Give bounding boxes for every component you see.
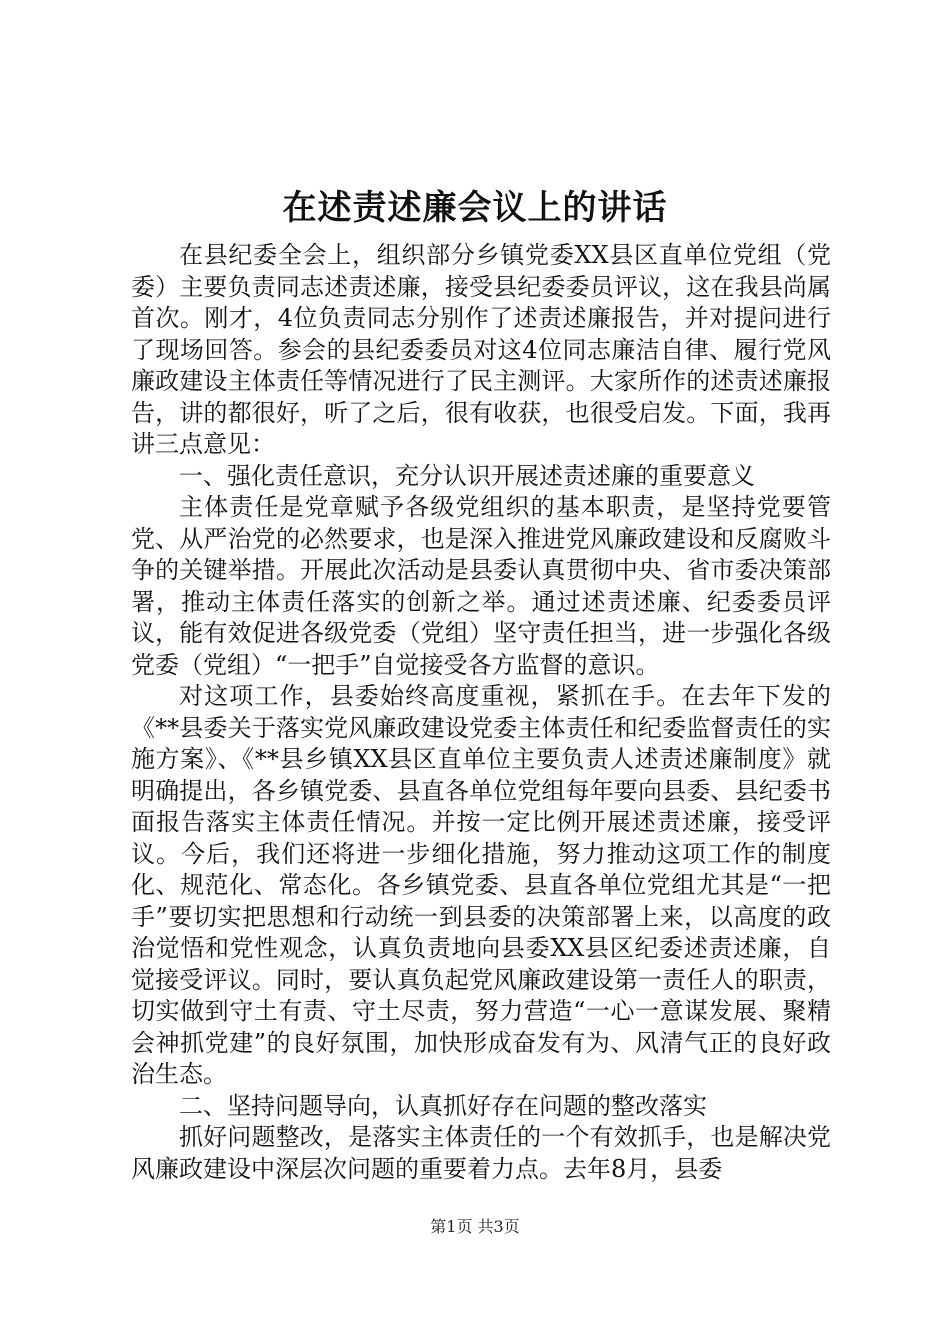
document-body (131, 240, 831, 1185)
paragraph-intro: 在县纪委全会上，组织部分乡镇党委XX县区直单位党组（党委）主要负责同志述责述廉，接受县纪委委员评议，这在我县尚属首次。刚才，4位负责同志分别作了述责述廉报告，并对提问进行了现场回答。参会的县纪委委员对这4位同志廉洁自律、履行党风廉政建设主体责任等情况进行了民主测评。大家所作的述责述廉报告，讲的都很好，听了之后，很有收获，也很受启发。下面，我再讲三点意见： (131, 241, 831, 458)
paragraph-section-1-b: 对这项工作，县委始终高度重视，紧抓在手。在去年下发的《**县委关于落实党风廉政建设党委主体责任和纪委监督责任的实施方案》、《**县乡镇XX县区直单位主要负责人述责述廉制度》就明确提出，各乡镇党委、县直各单位党组每年要向县委、县纪委书面报告落实主体责任情况。并按一定比例开展述责述廉，接受评议。今后，我们还将进一步细化措施，努力推动这项工作的制度化、规范化、常态化。各乡镇党委、县直各单位党组尤其是“一把手”要切实把思想和行动统一到县委的决策部署上来，以高度的政治觉悟和党性观念，认真负责地向县委XX县区纪委述责述廉，自觉接受评议。同时，要认真负起党风廉政建设第一责任人的职责，切实做到守土有责、守土尽责，努力营造“一心一意谋发展、聚精会神抓党建”的良好氛围，加快形成奋发有为、风清气正的良好政治生态。 (131, 682, 831, 1088)
section-heading-2: 二、坚持问题导向，认真抓好存在问题的整改落实 (179, 1091, 707, 1120)
page-footer: 第1页 共3页 (430, 1217, 520, 1236)
document-title: 在述责述廉会议上的讲话 (282, 188, 668, 228)
paragraph-section-1-a: 主体责任是党章赋予各级党组织的基本职责，是坚持党要管党、从严治党的必然要求，也是深入推进党风廉政建设和反腐败斗争的关键举措。开展此次活动是县委认真贯彻中央、省市委决策部署，推动主体责任落实的创新之举。通过述责述廉、纪委委员评议，能有效促进各级党委（党组）坚守责任担当，进一步强化各级党委（党组）“一把手”自觉接受各方监督的意识。 (131, 493, 831, 679)
section-heading-1: 一、强化责任意识，充分认识开展述责述廉的重要意义 (179, 461, 755, 490)
paragraph-section-2-a: 抓好问题整改，是落实主体责任的一个有效抓手，也是解决党风廉政建设中深层次问题的重要着力点。去年8月，县委 (131, 1123, 831, 1183)
